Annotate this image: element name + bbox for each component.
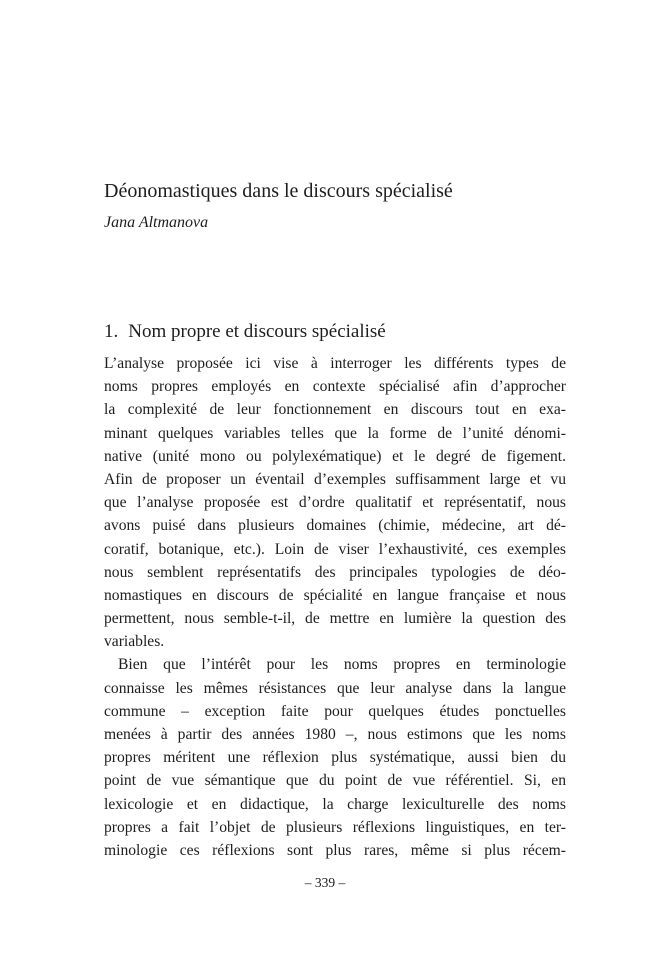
text-line: point de vue sémantique que du point de vue référentiel. Si, en — [104, 772, 566, 790]
text-line: propres méritent une réflexion plus systématique, aussi bien du — [104, 749, 566, 767]
paragraph — [104, 653, 566, 862]
section-title: Nom propre et discours spécialisé — [128, 321, 386, 342]
text-line: lexicologie et en didactique, la charge lexiculturelle des noms — [104, 795, 566, 813]
text-line: noms propres employés en contexte spécialisé afin d’approcher — [104, 378, 566, 396]
text-line: Afin de proposer un éventail d’exemples suffisamment large et vu — [104, 470, 566, 488]
section-heading — [104, 319, 386, 345]
text-line: native (unité mono ou polylexématique) et le degré de figement. — [104, 447, 566, 465]
section-number: 1. — [104, 321, 119, 342]
text-line: nomastiques en discours de spécialité en langue française et nous — [104, 586, 566, 604]
text-line: permettent, nous semble-t-il, de mettre en lumière la question des — [104, 610, 566, 628]
text-line: minologie ces réflexions sont plus rares, même si plus récem- — [104, 841, 566, 859]
text-line: commune – exception faite pour quelques études ponctuelles — [104, 702, 566, 720]
text-line: menées à partir des années 1980 –, nous estimons que les noms — [104, 726, 566, 743]
text-line: avons puisé dans plusieurs domaines (chimie, médecine, art dé- — [104, 517, 566, 535]
text-line: la complexité de leur fonctionnement en discours tout en exa- — [104, 401, 566, 419]
text-line: variables. — [104, 633, 165, 651]
text-line: connaisse les mêmes résistances que leur analyse dans la langue — [104, 679, 566, 697]
text-line: propres a fait l’objet de plusieurs réflexions linguistiques, en ter- — [104, 818, 566, 836]
text-line: que l’analyse proposée est d’ordre qualitatif et représentatif, nous — [104, 494, 566, 512]
paragraph — [104, 352, 566, 653]
text-line: L’analyse proposée ici vise à interroger les différents types de — [104, 355, 566, 372]
body-text — [104, 352, 566, 862]
text-line: coratif, botanique, etc.). Loin de viser l’exhaustivité, ces exemples — [104, 540, 566, 558]
text-line: Bien que l’intérêt pour les noms propres en terminologie — [118, 656, 566, 674]
text-line: minant quelques variables telles que la forme de l’unité dénomi- — [104, 424, 566, 442]
text-line: nous semblent représentatifs des principales typologies de déo- — [104, 563, 566, 581]
author-name: Jana Altmanova — [104, 214, 209, 231]
chapter-title: Déonomastiques dans le discours spécialisé — [104, 180, 453, 202]
page-number: – 339 – — [304, 875, 346, 890]
